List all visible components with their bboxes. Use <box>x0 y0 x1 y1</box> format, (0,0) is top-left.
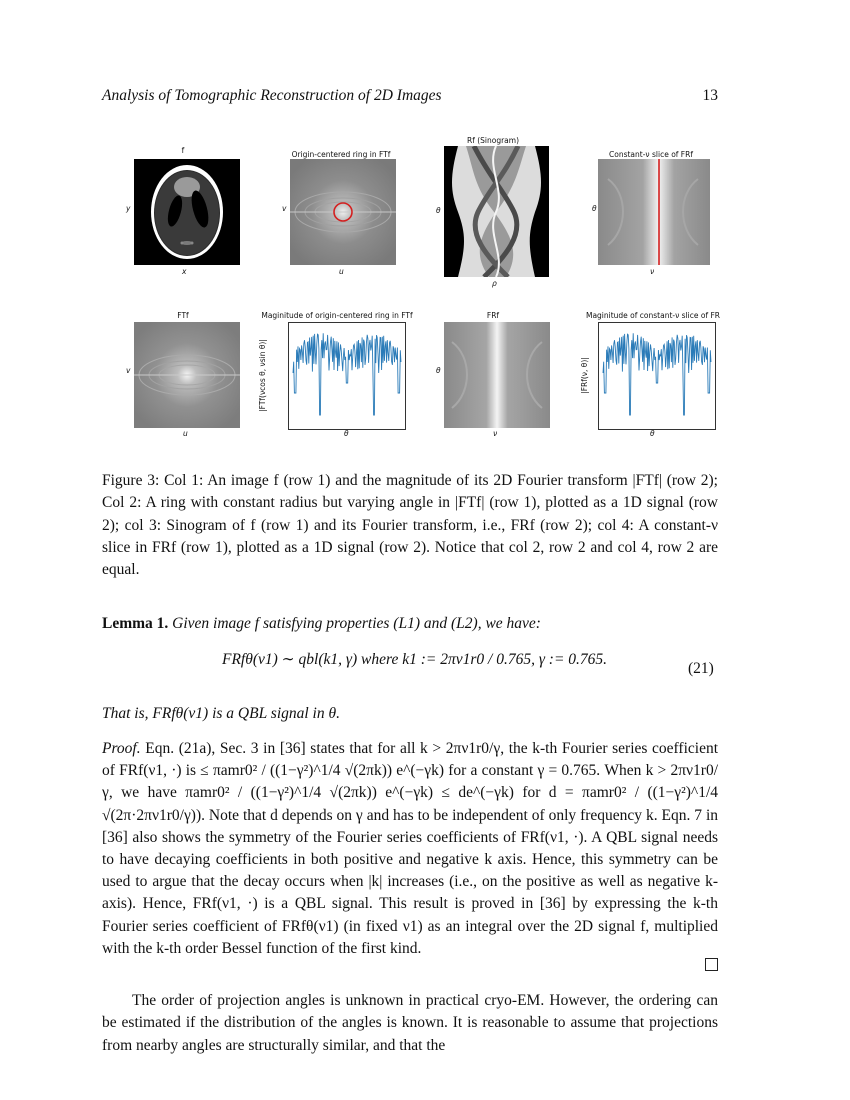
panel-ft-ring <box>280 146 402 281</box>
x-axis-label: u <box>183 429 188 438</box>
panel-sinogram <box>432 136 554 288</box>
panel-fr-slice <box>588 146 714 281</box>
slice-signal-plot <box>598 322 716 430</box>
y-axis-label: |FRf(ν, θ)| <box>579 357 589 394</box>
y-axis-label: θ <box>436 366 441 375</box>
panel-ft-magnitude <box>122 311 244 441</box>
equation-number: (21) <box>688 660 714 677</box>
page-number: 13 <box>702 87 718 104</box>
lemma-conclusion: That is, FRfθ(ν1) is a QBL signal in θ. <box>102 705 340 722</box>
x-axis-label: ν <box>493 429 498 438</box>
y-axis-label: y <box>126 204 131 213</box>
fr-image <box>444 322 550 428</box>
x-axis-label: ν <box>650 267 655 276</box>
phantom-image <box>134 159 240 265</box>
panel-title: Constant-ν slice of FRf <box>609 150 693 159</box>
x-axis-label: θ <box>650 429 655 438</box>
ft-magnitude-image <box>134 322 240 428</box>
x-axis-label: x <box>182 267 187 276</box>
signal-trace <box>293 333 401 415</box>
panel-title: f <box>181 146 185 155</box>
panel-phantom <box>122 146 244 281</box>
lemma-heading: Lemma 1. <box>102 615 169 632</box>
y-axis-label: v <box>282 204 287 213</box>
proof-text: Eqn. (21a), Sec. 3 in [36] states that for all k > 2πν1r0/γ, the k-th Fourier series coefficient of FRf(ν1, ·) is ≤ πamr0² / ((1−γ²)^1/4 √(2πk)) e^(−γk) for a constant γ = 0.765. When k > 2πν1r0/γ, we have πamr0² / ((1−γ²)^1/4 √(2πk)) e^(−γk) ≤ de^(−γk) for d = πamr0² / ((1−γ²)^1/4 √(2π·2πν1r0/γ)). Note that d depends on γ and has to be independent of only frequency k. Eqn. 7 in [36] also shows the symmetry of the Fourier series coefficients of FRf(ν1, ·). A QBL signal needs to have decaying coefficients in both positive and negative k axis. Hence, this symmetry can be used to argue that the decay occurs when |k| increases (i.e., on the positive as well as negative k-axis). Hence, FRf(ν1, ·) is a QBL signal. This result is proved in [36] by expressing the k-th Fourier series coefficient of FRfθ(ν1) (in fixed ν1) as an integral over the 2D signal f, multiplied with the k-th order Bessel function of the first kind. <box>102 740 719 957</box>
panel-fr <box>432 311 554 441</box>
qed-symbol <box>705 958 718 971</box>
panel-title: Origin-centered ring in FTf <box>291 150 391 159</box>
proof <box>102 738 718 960</box>
figure-caption: Figure 3: Col 1: An image f (row 1) and the magnitude of its 2D Fourier transform |FTf| (row 2); Col 2: A ring with constant radius but varying angle in |FTf| (row 1), plotted as a 1D signal (row 2); col 3: Sinogram of f (row 1) and its Fourier transform, i.e., FRf (row 2); col 4: A constant-ν slice in FRf (row 1), plotted as a 1D signal (row 2). Notice that col 2, row 2 and col 4, row 2 are equal. <box>102 472 718 579</box>
body-paragraph: The order of projection angles is unknown in practical cryo-EM. However, the ordering can be estimated if the distribution of the angles is known. It is reasonable to assume that projections from nearby angles are structurally similar, and that the <box>102 992 718 1054</box>
y-axis-label: θ <box>592 204 597 213</box>
x-axis-label: ρ <box>492 279 497 288</box>
lemma-statement: Given image f satisfying properties (L1) and (L2), we have: <box>172 615 541 632</box>
y-axis-label: |FTf(νcos θ, νsin θ)| <box>257 339 267 412</box>
ft-ring-image <box>290 159 396 265</box>
panel-title: Rf (Sinogram) <box>466 136 520 145</box>
panel-slice-signal <box>574 311 728 441</box>
panel-title: Maginitude of constant-ν slice of FR <box>585 311 721 320</box>
panel-title: FRf <box>486 311 500 320</box>
y-axis-label: θ <box>436 206 441 215</box>
panel-ring-signal <box>257 311 414 441</box>
proof-label: Proof. <box>102 740 141 757</box>
lemma <box>102 615 718 633</box>
x-axis-label: u <box>339 267 344 276</box>
equation-21: FRfθ(ν1) ∼ qbl(k1, γ) where k1 := 2πν1r0 / 0.765, γ := 0.765. <box>222 651 608 668</box>
running-title: Analysis of Tomographic Reconstruction of 2D Images <box>102 87 442 104</box>
panel-title: Maginitude of origin-centered ring in FTf <box>261 311 413 320</box>
x-axis-label: θ <box>344 429 349 438</box>
signal-trace <box>603 333 711 415</box>
y-axis-label: v <box>126 366 131 375</box>
fr-slice-image <box>598 159 710 265</box>
running-header <box>102 87 718 109</box>
sinogram-image <box>444 146 549 277</box>
ring-signal-plot <box>288 322 406 430</box>
panel-title: FTf <box>177 311 189 320</box>
